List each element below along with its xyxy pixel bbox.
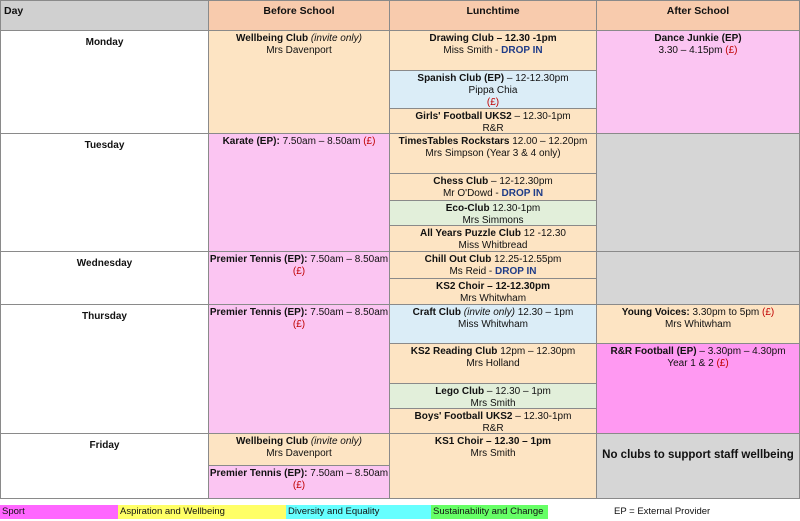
no-clubs-note: No clubs to support staff wellbeing bbox=[602, 449, 794, 461]
club-time: 7.50am – 8.50am bbox=[307, 307, 389, 318]
header-day-label: Day bbox=[4, 5, 24, 17]
club-person: R&R bbox=[482, 123, 504, 134]
club-cost: (£) bbox=[292, 480, 306, 491]
club-title-line bbox=[209, 436, 389, 448]
day-label: Friday bbox=[89, 440, 120, 451]
lunch-thursday-reading bbox=[389, 343, 597, 384]
club-person: Mrs Whitwham bbox=[664, 319, 732, 330]
club-title-line bbox=[390, 346, 596, 358]
club-years-line bbox=[597, 358, 799, 370]
after-friday-no-clubs bbox=[596, 433, 800, 499]
day-label: Wednesday bbox=[76, 258, 133, 269]
club-time: 12.25-12.55pm bbox=[491, 254, 562, 265]
day-friday bbox=[0, 433, 209, 499]
lunch-wednesday-ks2-choir bbox=[389, 278, 597, 305]
club-title-line bbox=[390, 254, 596, 266]
club-title-line bbox=[209, 33, 389, 45]
before-monday-wellbeing bbox=[208, 30, 390, 134]
club-note: (invite only) bbox=[310, 436, 362, 447]
club-title: Drawing Club – 12.30 -1pm bbox=[429, 33, 557, 44]
lunch-tuesday-eco bbox=[389, 200, 597, 226]
lunch-friday-ks1-choir bbox=[389, 433, 597, 499]
legend-sustainability bbox=[431, 505, 548, 519]
club-time: – 12.30-1pm bbox=[512, 411, 572, 422]
club-title: Lego Club bbox=[435, 386, 485, 397]
club-person: Mrs Whitwham bbox=[459, 293, 527, 304]
club-title-line bbox=[390, 136, 596, 148]
lunch-wednesday-chill-out bbox=[389, 251, 597, 279]
club-title: KS1 Choir – 12.30 – 1pm bbox=[434, 436, 552, 447]
club-time: – 12.30 – 1pm bbox=[484, 386, 551, 397]
club-title: Premier Tennis (EP): bbox=[209, 307, 308, 318]
after-thursday-rr-football bbox=[596, 343, 800, 434]
legend-label: Aspiration and Wellbeing bbox=[120, 506, 225, 517]
club-cost: (£) bbox=[725, 45, 738, 56]
club-title: Karate (EP): bbox=[222, 136, 280, 147]
club-title-line bbox=[597, 307, 799, 319]
club-title: Boys' Football UKS2 bbox=[414, 411, 513, 422]
club-title: Chess Club bbox=[433, 176, 489, 187]
club-cost: (£) bbox=[292, 266, 306, 277]
club-title: Dance Junkie (EP) bbox=[654, 33, 742, 44]
club-title: Premier Tennis (EP): bbox=[209, 254, 308, 265]
legend-label: EP = External Provider bbox=[614, 506, 711, 517]
drop-in-badge: DROP IN bbox=[495, 266, 537, 277]
after-monday-dance bbox=[596, 30, 800, 134]
day-thursday bbox=[0, 304, 209, 434]
legend-label: Sport bbox=[2, 506, 25, 517]
club-time: – 3.30pm – 4.30pm bbox=[696, 346, 786, 357]
club-cost: (£) bbox=[363, 136, 376, 147]
club-title: Wellbeing Club bbox=[236, 33, 309, 44]
after-tuesday-empty bbox=[596, 133, 800, 252]
club-time: 12 -12.30 bbox=[520, 228, 566, 239]
before-wednesday-tennis bbox=[208, 251, 390, 305]
club-person-line bbox=[390, 188, 596, 200]
lunch-monday-spanish bbox=[389, 70, 597, 109]
club-title: R&R Football (EP) bbox=[610, 346, 697, 357]
day-label: Tuesday bbox=[84, 140, 125, 151]
legend-diversity bbox=[286, 505, 431, 519]
club-title: Spanish Club (EP) bbox=[417, 73, 505, 84]
lunch-monday-girls-football bbox=[389, 108, 597, 134]
club-title-line bbox=[390, 111, 596, 123]
club-cost: (£) bbox=[716, 358, 729, 369]
club-cost: (£) bbox=[486, 97, 500, 108]
club-time: 12.00 – 12.20pm bbox=[509, 136, 588, 147]
header-lunch-label: Lunchtime bbox=[466, 5, 520, 17]
club-time: 12pm – 12.30pm bbox=[497, 346, 576, 357]
lunch-thursday-craft bbox=[389, 304, 597, 344]
day-label: Monday bbox=[85, 37, 124, 48]
legend-aspiration bbox=[118, 505, 286, 519]
header-before-label: Before School bbox=[263, 5, 335, 17]
header-lunchtime bbox=[389, 0, 597, 31]
club-person: Mrs Holland bbox=[466, 358, 520, 369]
club-note: (invite only) bbox=[463, 307, 515, 318]
day-label: Thursday bbox=[81, 311, 127, 322]
club-title: Girls' Football UKS2 bbox=[415, 111, 512, 122]
club-years: Year 1 & 2 bbox=[667, 358, 717, 369]
club-title-line bbox=[390, 386, 596, 398]
club-time: 7.50am – 8.50am bbox=[279, 136, 364, 147]
before-friday-wellbeing bbox=[208, 433, 390, 466]
club-person: Ms Reid - bbox=[449, 266, 496, 277]
legend-external-provider bbox=[612, 505, 762, 519]
club-time: 12.30-1pm bbox=[489, 203, 541, 214]
header-after-school bbox=[596, 0, 800, 31]
after-thursday-young-voices bbox=[596, 304, 800, 344]
club-person-line bbox=[390, 266, 596, 278]
lunch-tuesday-chess bbox=[389, 173, 597, 201]
club-time: – 12-12.30pm bbox=[488, 176, 553, 187]
club-title-line bbox=[209, 468, 389, 480]
legend-sport bbox=[0, 505, 118, 519]
club-title-line bbox=[597, 346, 799, 358]
day-monday bbox=[0, 30, 209, 134]
club-time: 3.30pm to 5pm bbox=[689, 307, 762, 318]
club-title: Craft Club bbox=[412, 307, 462, 318]
club-title: KS2 Reading Club bbox=[410, 346, 498, 357]
lunch-monday-drawing bbox=[389, 30, 597, 71]
club-title-line bbox=[390, 203, 596, 215]
club-time: 7.50am – 8.50am bbox=[307, 254, 389, 265]
club-time: 3.30 – 4.15pm bbox=[658, 45, 726, 56]
lunch-tuesday-timestables bbox=[389, 133, 597, 174]
header-before-school bbox=[208, 0, 390, 31]
club-time-line bbox=[597, 45, 799, 57]
club-title-line bbox=[390, 176, 596, 188]
club-time: – 12.30-1pm bbox=[511, 111, 571, 122]
club-title: KS2 Choir – 12-12.30pm bbox=[436, 281, 550, 292]
legend-label: Sustainability and Change bbox=[433, 506, 544, 517]
club-title-line bbox=[390, 411, 596, 423]
club-time: 12.30 – 1pm bbox=[514, 307, 574, 318]
club-person: Mrs Smith bbox=[470, 398, 516, 409]
club-title-line bbox=[390, 228, 596, 240]
club-person: Mr O'Dowd - bbox=[442, 188, 502, 199]
club-person: Pippa Chia bbox=[468, 85, 518, 96]
before-tuesday-karate bbox=[208, 133, 390, 252]
after-wednesday-empty bbox=[596, 251, 800, 305]
lunch-tuesday-puzzle bbox=[389, 225, 597, 252]
club-title-line bbox=[390, 307, 596, 319]
club-person: Mrs Simmons bbox=[462, 215, 524, 226]
club-title: Eco-Club bbox=[445, 203, 490, 214]
club-time: 7.50am – 8.50am bbox=[307, 468, 389, 479]
lunch-thursday-boys-football bbox=[389, 408, 597, 434]
club-person: Miss Whitbread bbox=[458, 240, 528, 251]
drop-in-badge: DROP IN bbox=[501, 188, 544, 199]
club-title: All Years Puzzle Club bbox=[419, 228, 521, 239]
club-cost: (£) bbox=[292, 319, 306, 330]
header-day bbox=[0, 0, 209, 31]
club-person: R&R bbox=[482, 423, 504, 434]
club-title-line bbox=[209, 307, 389, 319]
club-title: TimesTables Rockstars bbox=[398, 136, 510, 147]
club-title: Wellbeing Club bbox=[236, 436, 309, 447]
club-title-line bbox=[209, 136, 389, 148]
club-time: – 12-12.30pm bbox=[504, 73, 569, 84]
drop-in-badge: DROP IN bbox=[501, 45, 543, 56]
lunch-thursday-lego bbox=[389, 383, 597, 409]
club-person: Mrs Davenport bbox=[266, 45, 332, 56]
club-note: (invite only) bbox=[310, 33, 362, 44]
club-title: Young Voices: bbox=[621, 307, 690, 318]
club-person: Miss Whitwham bbox=[457, 319, 528, 330]
club-person: Mrs Smith bbox=[470, 448, 516, 459]
club-person: Mrs Simpson (Year 3 & 4 only) bbox=[425, 148, 561, 159]
club-title-line bbox=[390, 73, 596, 85]
header-after-label: After School bbox=[666, 5, 730, 17]
club-person: Mrs Davenport bbox=[266, 448, 332, 459]
day-wednesday bbox=[0, 251, 209, 305]
legend-label: Diversity and Equality bbox=[288, 506, 380, 517]
club-title: Chill Out Club bbox=[424, 254, 492, 265]
club-title-line bbox=[209, 254, 389, 266]
club-person-line bbox=[390, 45, 596, 57]
club-title: Premier Tennis (EP): bbox=[209, 468, 308, 479]
club-person: Miss Smith - bbox=[443, 45, 502, 56]
club-cost: (£) bbox=[762, 307, 775, 318]
day-tuesday bbox=[0, 133, 209, 252]
before-friday-tennis bbox=[208, 465, 390, 499]
before-thursday-tennis bbox=[208, 304, 390, 434]
